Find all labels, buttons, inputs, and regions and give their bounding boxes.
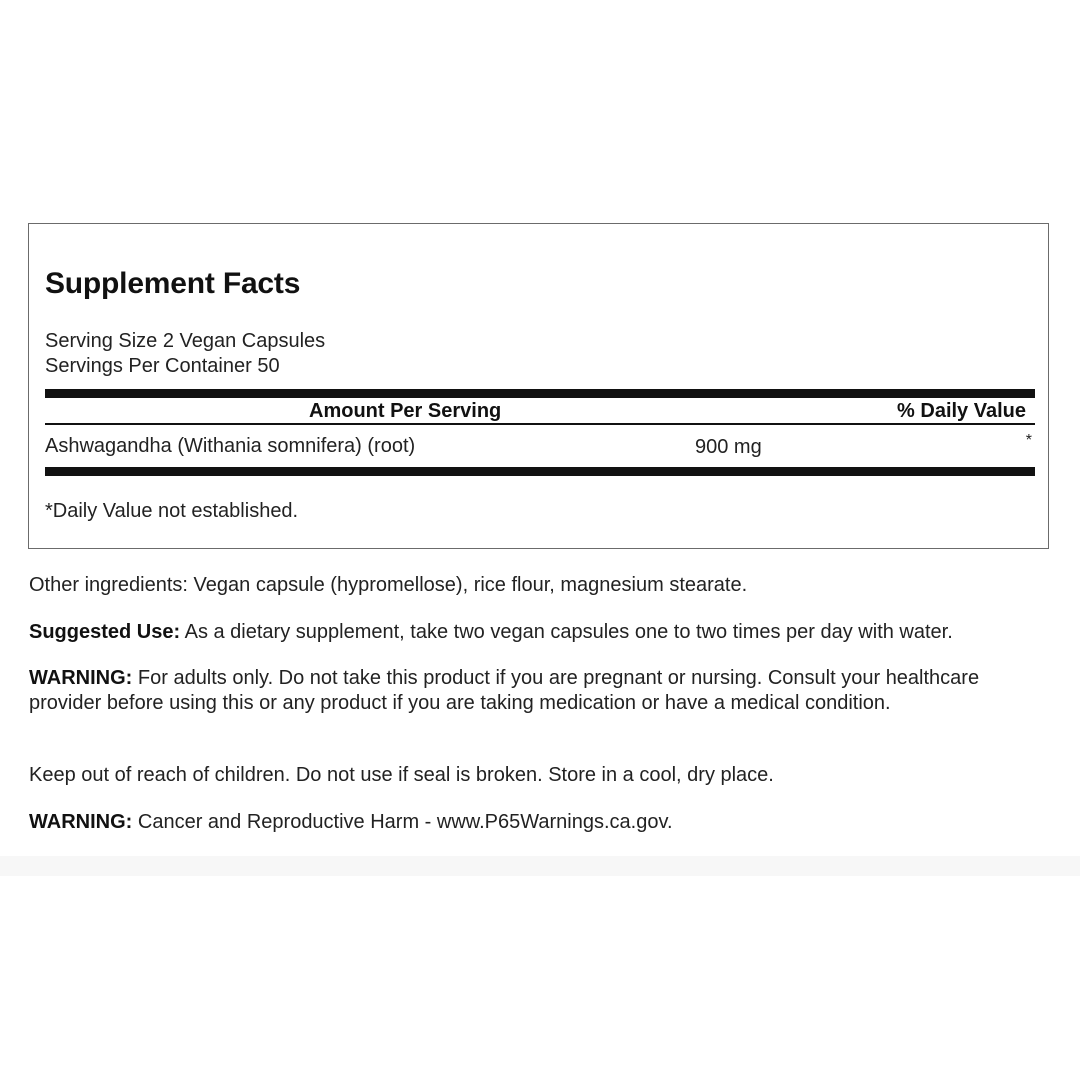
ingredient-daily-value: * bbox=[1025, 432, 1032, 449]
serving-size: Serving Size 2 Vegan Capsules bbox=[45, 330, 326, 352]
storage-instructions: Keep out of reach of children. Do not use if seal is broken. Store in a cool, dry place. bbox=[29, 764, 774, 786]
warning-text: For adults only. Do not take this product if you are pregnant or nursing. Consult your healthcare provider before using this or any product if you are taking medication or have a medical condition. bbox=[29, 667, 980, 714]
warning-prop65 bbox=[29, 810, 1049, 835]
other-ingredients: Other ingredients: Vegan capsule (hypromellose), rice flour, magnesium stearate. bbox=[29, 574, 748, 596]
warning-prop65-label: WARNING: bbox=[29, 811, 133, 833]
thick-divider-top bbox=[45, 389, 1035, 398]
amount-per-serving-header: Amount Per Serving bbox=[309, 400, 502, 422]
suggested-use bbox=[29, 620, 1049, 645]
servings-per-container: Servings Per Container 50 bbox=[45, 355, 280, 377]
facts-title: Supplement Facts bbox=[45, 267, 301, 300]
bottom-band bbox=[0, 856, 1080, 876]
suggested-use-text: As a dietary supplement, take two vegan capsules one to two times per day with water. bbox=[180, 621, 953, 643]
supplement-facts-panel bbox=[28, 223, 1049, 549]
ingredient-amount: 900 mg bbox=[695, 436, 762, 458]
daily-value-header: % Daily Value bbox=[897, 400, 1026, 422]
warning-adults bbox=[29, 666, 1049, 716]
thin-divider bbox=[45, 423, 1035, 425]
thick-divider-bottom bbox=[45, 467, 1035, 476]
ingredient-name: Ashwagandha (Withania somnifera) (root) bbox=[45, 435, 416, 457]
warning-label: WARNING: bbox=[29, 667, 133, 689]
warning-prop65-text: Cancer and Reproductive Harm - www.P65Warnings.ca.gov. bbox=[132, 811, 673, 833]
daily-value-footnote: *Daily Value not established. bbox=[45, 500, 299, 522]
suggested-use-label: Suggested Use: bbox=[29, 621, 181, 643]
